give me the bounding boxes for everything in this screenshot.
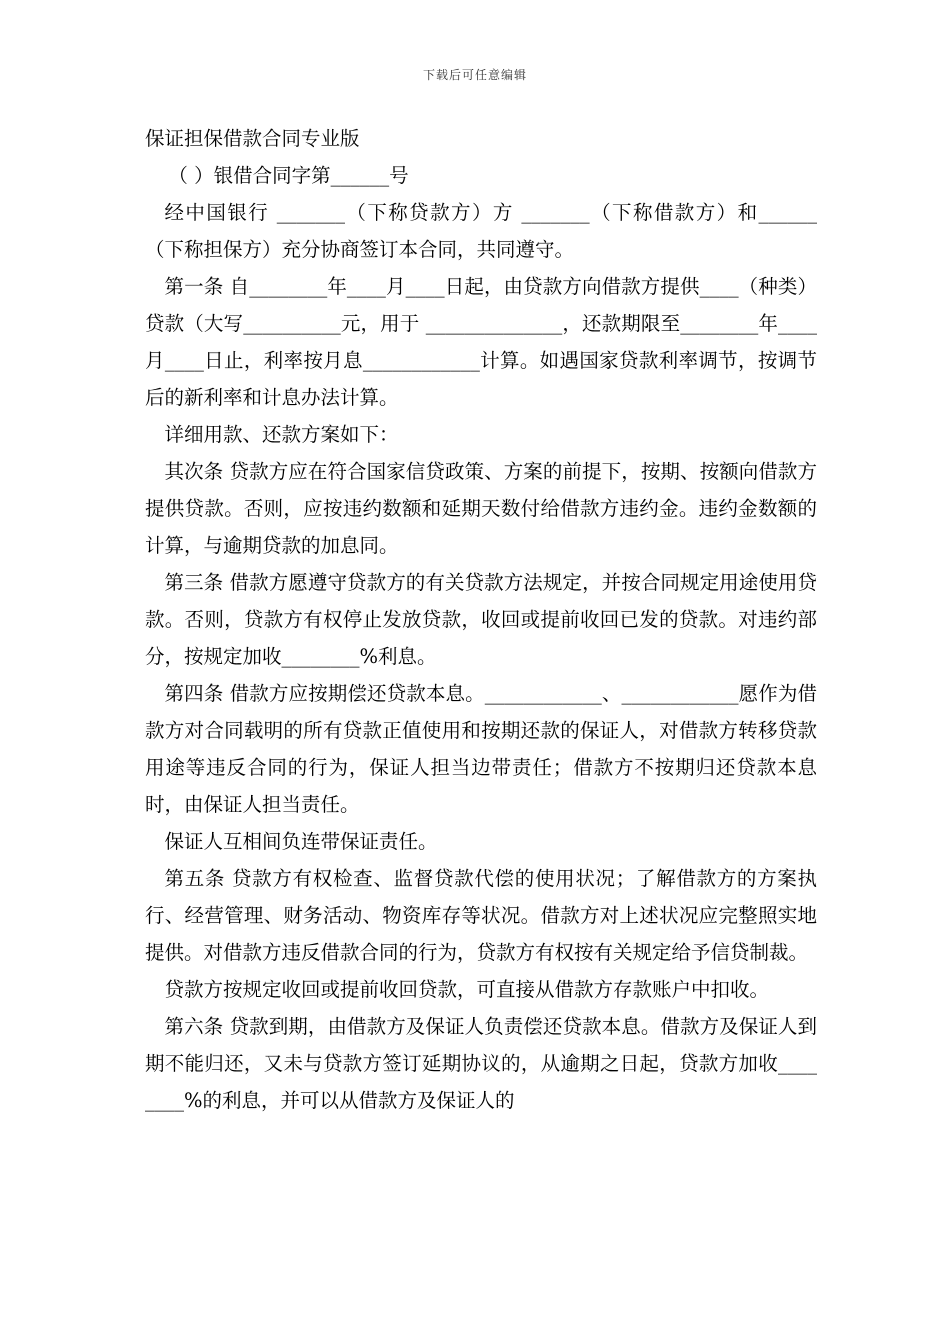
paragraph-article-1: 第一条 自________年____月____日起，由贷款方向借款方提供____（种类）贷款（大写__________元，用于 ______________，还款期限至________年____月____日止，利率按月息____________计算。如遇国家贷款利率调节，按调节后的新利率和计息办法计算。 bbox=[145, 275, 817, 409]
paragraph-joint-guarantee: 保证人互相间负连带保证责任。 bbox=[164, 830, 438, 853]
page-header-note: 下载后可任意编辑 bbox=[422, 68, 527, 82]
paragraph-repayment-plan: 详细用款、还款方案如下： bbox=[164, 423, 399, 446]
paragraph-article-6: 第六条 贷款到期，由借款方及保证人负责偿还贷款本息。借款方及保证人到期不能归还，又未与贷款方签订延期协议的，从逾期之日起，贷款方加收________%的利息，并可以从借款方及保证人的 bbox=[145, 1015, 817, 1112]
paragraph-article-3: 第三条 借款方愿遵守贷款方的有关贷款方法规定，并按合同规定用途使用贷款。否则，贷款方有权停止发放贷款，收回或提前收回已发的贷款。对违约部分，按规定加收________%利息。 bbox=[145, 571, 817, 668]
paragraph-article-2: 其次条 贷款方应在符合国家信贷政策、方案的前提下，按期、按额向借款方提供贷款。否则，应按违约数额和延期天数付给借款方违约金。违约金数额的计算，与逾期贷款的加息同。 bbox=[145, 460, 817, 557]
paragraph-article-4: 第四条 借款方应按期偿还贷款本息。____________、____________愿作为借款方对合同载明的所有贷款正值使用和按期还款的保证人，对借款方转移贷款用途等违反合同的行为，保证人担当边带责任；借款方不按期归还贷款本息时，由保证人担当责任。 bbox=[145, 682, 817, 816]
document-body bbox=[145, 120, 817, 1119]
contract-number-line: （ ）银借合同字第______号 bbox=[168, 164, 409, 187]
paragraph-deduction: 贷款方按规定收回或提前收回贷款，可直接从借款方存款账户中扣收。 bbox=[164, 978, 770, 1001]
document-title: 保证担保借款合同专业版 bbox=[145, 127, 360, 150]
paragraph-parties: 经中国银行 _______（下称贷款方）方 _______（下称借款方）和______（下称担保方）充分协商签订本合同，共同遵守。 bbox=[145, 201, 817, 261]
paragraph-article-5: 第五条 贷款方有权检查、监督贷款代偿的使用状况；了解借款方的方案执行、经营管理、财务活动、物资库存等状况。借款方对上述状况应完整照实地提供。对借款方违反借款合同的行为，贷款方有权按有关规定给予信贷制裁。 bbox=[145, 867, 817, 964]
